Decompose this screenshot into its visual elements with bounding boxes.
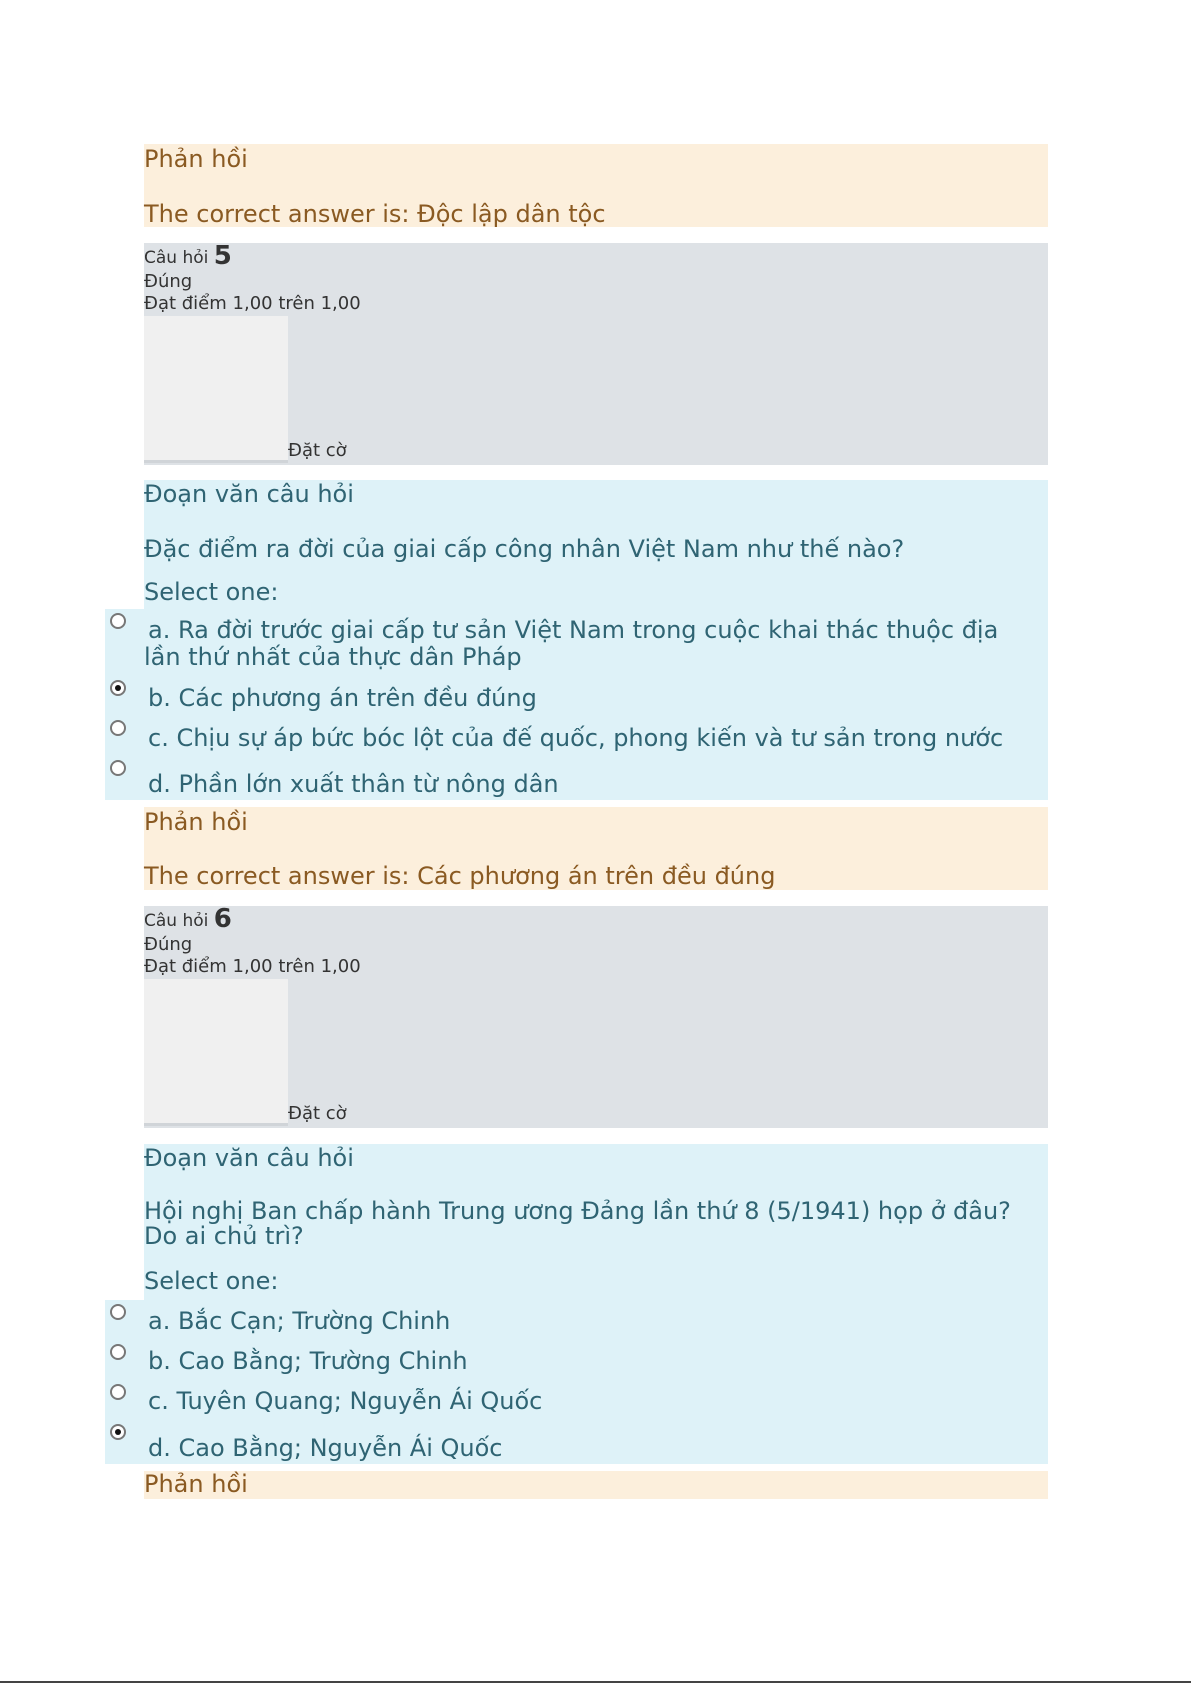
q6-question-text — [144, 1144, 1048, 1464]
option-d-radio[interactable] — [110, 1424, 126, 1440]
q4-feedback — [144, 144, 1048, 227]
question-text: Hội nghị Ban chấp hành Trung ương Đảng lần thứ 8 (5/1941) họp ở đâu? Do ai chủ trì? — [144, 1197, 1011, 1250]
option-a-radio[interactable] — [110, 1304, 126, 1320]
option-b-radio[interactable] — [110, 1344, 126, 1360]
option-d-label[interactable]: d. Phần lớn xuất thân từ nông dân — [148, 770, 559, 798]
option-d-label[interactable]: d. Cao Bằng; Nguyễn Ái Quốc — [148, 1434, 503, 1462]
option-c-radio[interactable] — [110, 1384, 126, 1400]
flag-question-link[interactable]: Đặt cờ — [288, 1103, 347, 1124]
question-status: Đúng — [144, 271, 193, 292]
flag-area — [144, 979, 288, 1126]
option-a-radio[interactable] — [110, 613, 126, 629]
q5-feedback — [144, 807, 1048, 890]
feedback-title: Phản hồi — [144, 145, 248, 173]
question-text-title: Đoạn văn câu hỏi — [144, 480, 354, 508]
feedback-title: Phản hồi — [144, 1470, 248, 1498]
feedback-answer: The correct answer is: Độc lập dân tộc — [144, 200, 606, 228]
question-label: Câu hỏi — [144, 248, 209, 268]
option-b-radio[interactable] — [110, 680, 126, 696]
feedback-title: Phản hồi — [144, 808, 248, 836]
question-number-value: 6 — [213, 904, 232, 934]
option-a-label[interactable]: a. Bắc Cạn; Trường Chinh — [148, 1307, 451, 1335]
question-text: Đặc điểm ra đời của giai cấp công nhân Việt Nam như thế nào? — [144, 535, 905, 563]
q6-feedback — [144, 1471, 1048, 1499]
option-d-radio[interactable] — [110, 760, 126, 776]
option-b-label[interactable]: b. Các phương án trên đều đúng — [148, 684, 537, 712]
select-one-prompt: Select one: — [144, 1267, 279, 1295]
feedback-answer: The correct answer is: Các phương án trên đều đúng — [144, 862, 776, 890]
option-c-radio[interactable] — [110, 720, 126, 736]
select-one-prompt: Select one: — [144, 578, 279, 606]
question-grade: Đạt điểm 1,00 trên 1,00 — [144, 956, 361, 977]
option-c-label[interactable]: c. Tuyên Quang; Nguyễn Ái Quốc — [148, 1387, 543, 1415]
option-strip — [105, 1300, 146, 1464]
question-number — [144, 241, 232, 271]
question-grade: Đạt điểm 1,00 trên 1,00 — [144, 293, 361, 314]
flag-area — [144, 316, 288, 463]
option-c-label[interactable]: c. Chịu sự áp bức bóc lột của đế quốc, phong kiến và tư sản trong nước — [148, 724, 1004, 752]
page-bottom-divider — [0, 1681, 1191, 1683]
question-number-value: 5 — [213, 241, 232, 271]
question-text-title: Đoạn văn câu hỏi — [144, 1144, 354, 1172]
q6-info — [144, 906, 1048, 1128]
question-label: Câu hỏi — [144, 911, 209, 931]
option-b-label[interactable]: b. Cao Bằng; Trường Chinh — [148, 1347, 468, 1375]
question-number — [144, 904, 232, 934]
flag-question-link[interactable]: Đặt cờ — [288, 440, 347, 461]
q5-info — [144, 243, 1048, 465]
option-a-label[interactable]: a. Ra đời trước giai cấp tư sản Việt Nam trong cuộc khai thác thuộc địa lần thứ nhất của thực dân Pháp — [144, 616, 999, 671]
question-status: Đúng — [144, 934, 193, 955]
